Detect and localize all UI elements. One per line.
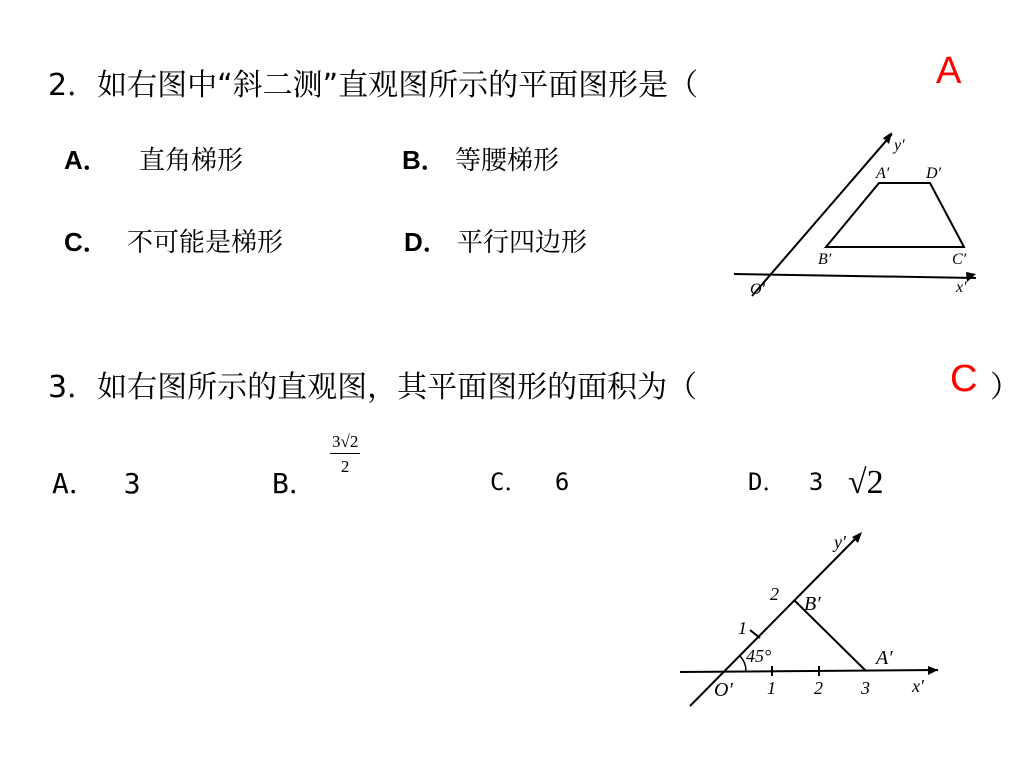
q3-option-b[interactable] [272, 462, 317, 502]
q2-option-a-letter: A． [64, 145, 109, 175]
q3-option-d-sqrt: √2 [848, 464, 884, 501]
q2-option-b-text: 等腰梯形 [455, 146, 560, 176]
q3-label-b: B′ [804, 593, 821, 615]
q2-label-a: A′ [876, 165, 890, 182]
q3-option-c-letter: C． [490, 468, 529, 496]
q3-option-d-letter: D． [748, 468, 787, 496]
q2-option-c[interactable] [64, 222, 283, 259]
q3-x-label-3: 3 [861, 678, 870, 698]
q2-label-o: O′ [750, 281, 766, 298]
q3-option-b-denominator: 2 [340, 457, 350, 476]
q2-trapezoid [826, 183, 964, 247]
q3-option-b-fraction [330, 433, 360, 475]
q3-figure [676, 520, 946, 710]
q2-answer: A [936, 50, 962, 92]
q3-x-axis [680, 670, 938, 672]
q2-option-d-text: 平行四边形 [457, 228, 588, 258]
q2-option-b[interactable] [402, 140, 559, 177]
q3-y-label-2: 2 [770, 584, 779, 604]
q2-stem: 2．如右图中“斜二测”直观图所示的平面图形是（ [48, 68, 699, 103]
q3-y-tick-1 [750, 630, 760, 638]
q2-label-y: y′ [894, 137, 905, 154]
q3-stem: 3．如右图所示的直观图，其平面图形的面积为（ [48, 370, 698, 405]
q3-x-label-2: 2 [814, 678, 823, 698]
q3-label-angle: 45° [746, 646, 772, 666]
q2-option-a-text: 直角梯形 [139, 146, 244, 176]
q2-option-a[interactable] [64, 140, 243, 177]
q3-option-a-value: 3 [123, 467, 141, 500]
q3-x-label-1: 1 [767, 678, 776, 698]
q2-label-b: B′ [818, 251, 832, 268]
q2-option-d[interactable] [404, 222, 587, 259]
q3-label-o: O′ [714, 679, 733, 701]
q3-option-c[interactable] [490, 462, 569, 497]
q2-option-c-text: 不可能是梯形 [127, 228, 284, 258]
q3-option-b-letter: B． [272, 467, 317, 500]
q2-option-c-letter: C． [64, 227, 109, 257]
q3-option-b-numerator: 3√2 [330, 433, 360, 454]
q3-close-paren: ） [990, 370, 1020, 405]
q3-option-d-value: 3 [808, 468, 824, 496]
q3-option-c-value: 6 [554, 468, 570, 496]
q3-label-a: A′ [876, 647, 893, 669]
q3-label-x: x′ [912, 676, 924, 696]
q3-y-label-1: 1 [738, 618, 747, 638]
q3-option-a[interactable] [52, 462, 141, 502]
q2-label-d: D′ [926, 165, 942, 182]
q2-figure [726, 124, 996, 304]
q3-answer: C [950, 358, 978, 400]
q3-x-arrow-icon [928, 666, 938, 675]
q3-option-a-letter: A． [52, 467, 97, 500]
q2-option-b-letter: B． [402, 145, 447, 175]
q2-y-axis [752, 134, 892, 296]
q2-label-x: x′ [956, 279, 967, 296]
q2-label-c: C′ [952, 251, 967, 268]
q3-option-d[interactable] [748, 462, 823, 497]
q3-label-y: y′ [834, 532, 846, 552]
q2-option-d-letter: D． [404, 227, 449, 257]
